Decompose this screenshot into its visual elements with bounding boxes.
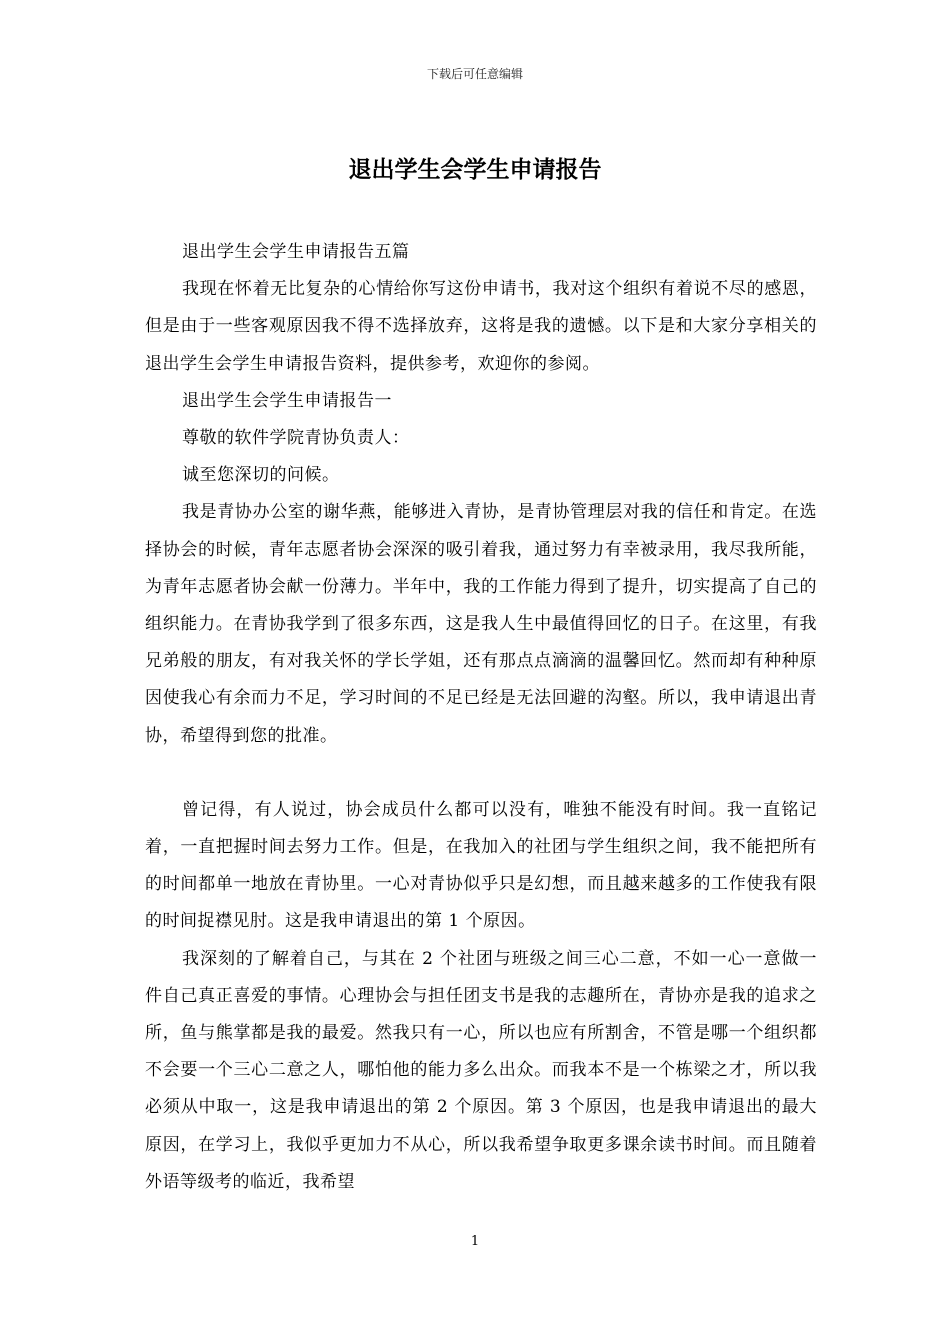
page-header: 下载后可任意编辑 (426, 67, 523, 81)
paragraph-section-heading: 退出学生会学生申请报告一 (182, 390, 392, 411)
paragraph-greeting: 诚至您深切的问候。 (182, 465, 340, 486)
paragraph-body-2: 曾记得，有人说过，协会成员什么都可以没有，唯独不能没有时间。我一直铭记着，一直把握时间去努力工作。但是，在我加入的社团与学生组织之间，我不能把所有的时间都单一地放在青协里。一心对青协似乎只是幻想，而且越来越多的工作使我有限的时间捉襟见肘。这是我申请退出的第 1 个原因。 (145, 799, 817, 932)
paragraph-body-1: 我是青协办公室的谢华燕，能够进入青协，是青协管理层对我的信任和肯定。在选择协会的时候，青年志愿者协会深深的吸引着我，通过努力有幸被录用，我尽我所能，为青年志愿者协会献一份薄力。半年中，我的工作能力得到了提升，切实提高了自己的组织能力。在青协我学到了很多东西，这是我人生中最值得回忆的日子。在这里，有我兄弟般的朋友，有对我关怀的学长学姐，还有那点点滴滴的温馨回忆。然而却有种种原因使我心有余而力不足，学习时间的不足已经是无法回避的沟壑。所以，我申请退出青协，希望得到您的批准。 (145, 502, 817, 746)
paragraph-salutation: 尊敬的软件学院青协负责人： (182, 428, 410, 449)
paragraph-body-3: 我深刻的了解着自己，与其在 2 个社团与班级之间三心二意，不如一心一意做一件自己真正喜爱的事情。心理协会与担任团支书是我的志趣所在，青协亦是我的追求之所，鱼与熊掌都是我的最爱。然我只有一心，所以也应有所割舍，不管是哪一个组织都不会要一个三心二意之人，哪怕他的能力多么出众。而我本不是一个栋梁之才，所以我必须从中取一，这是我申请退出的第 2 个原因。第 3 个原因，也是我申请退出的最大原因，在学习上，我似乎更加力不从心，所以我希望争取更多课余读书时间。而且随着外语等级考的临近，我希望 (145, 948, 817, 1192)
document-body (145, 234, 817, 1201)
page-number: 1 (470, 1234, 480, 1249)
paragraph-subtitle: 退出学生会学生申请报告五篇 (182, 242, 410, 262)
document-title: 退出学生会学生申请报告 (348, 156, 602, 183)
paragraph-intro: 我现在怀着无比复杂的心情给你写这份申请书，我对这个组织有着说不尽的感恩，但是由于一些客观原因我不得不选择放弃，这将是我的遗憾。以下是和大家分享相关的退出学生会学生申请报告资料，提供参考，欢迎你的参阅。 (145, 279, 817, 374)
